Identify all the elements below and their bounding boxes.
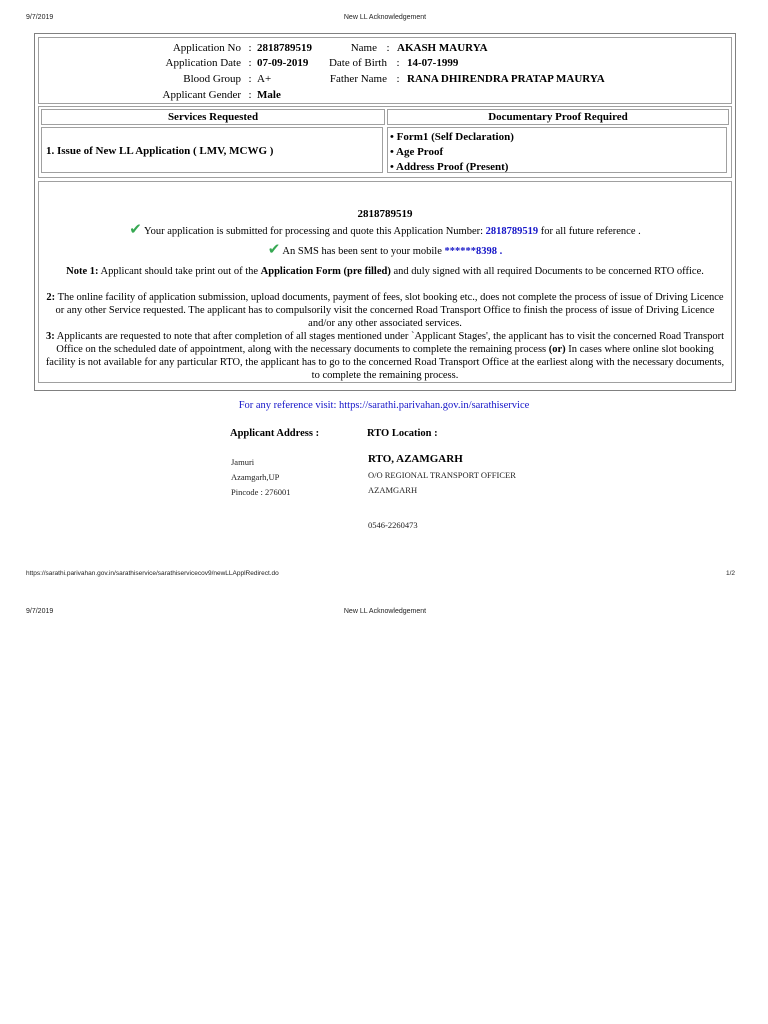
blood-group-label: Blood Group bbox=[183, 73, 241, 85]
gender-value: Male bbox=[257, 89, 281, 101]
checkmark-icon: ✔ bbox=[267, 242, 281, 258]
acknowledgement-frame bbox=[34, 33, 736, 391]
note-2 bbox=[43, 291, 727, 330]
colon: : bbox=[386, 42, 390, 54]
footer-url: https://sarathi.parivahan.gov.in/sarathiservice/sarathiservicecov9/newLLApplRedirect.do bbox=[26, 570, 279, 577]
note-2-label: 2: bbox=[46, 292, 56, 303]
submitted-text-pre: Your application is submitted for processing and quote this Application Number: bbox=[144, 226, 484, 237]
proof-list bbox=[387, 127, 727, 173]
application-date-label: Application Date bbox=[165, 57, 241, 69]
application-no-value: 2818789519 bbox=[257, 42, 312, 54]
colon: : bbox=[396, 73, 400, 85]
submitted-number: 2818789519 bbox=[485, 226, 539, 237]
page2-title: New LL Acknowledgement bbox=[343, 608, 427, 615]
colon: : bbox=[396, 57, 400, 69]
application-no-label: Application No bbox=[172, 42, 241, 54]
page2-date: 9/7/2019 bbox=[26, 608, 54, 615]
gender-label: Applicant Gender bbox=[162, 89, 241, 101]
rto-location-label: RTO Location : bbox=[367, 428, 438, 439]
address-pincode: Pincode : 276001 bbox=[231, 487, 291, 497]
father-name-value: RANA DHIRENDRA PRATAP MAURYA bbox=[407, 73, 605, 85]
rto-line-1: O/O REGIONAL TRANSPORT OFFICER bbox=[368, 470, 516, 480]
proof-item: • Form1 (Self Declaration) bbox=[390, 131, 514, 143]
colon: : bbox=[248, 42, 252, 54]
application-date-value: 07-09-2019 bbox=[257, 57, 309, 69]
services-requested-header: Services Requested bbox=[41, 109, 385, 125]
application-number-heading: 2818789519 bbox=[357, 208, 413, 220]
name-value: AKASH MAURYA bbox=[397, 42, 488, 54]
note-2-text: The online facility of application submission, upload documents, payment of fees, slot booking etc., does not complete the process of issue of Driving Licence or any other Service requested. The applicant has to compulsorily visit the concerned Road Transport Office to finish the process of issue of Driving Licence and/or any other associated services. bbox=[55, 292, 724, 329]
colon: : bbox=[248, 73, 252, 85]
rto-name: RTO, AZAMGARH bbox=[368, 453, 463, 465]
or-text: In cases where online slot booking facility is not available for any particular RTO, the applicant has to go to the concerned Road Transport Office at the earliest along with the necessary documents, to complete the remaining process. bbox=[45, 344, 725, 381]
sms-text: An SMS has been sent to your mobile bbox=[282, 246, 442, 257]
note-1-bold: Application Form (pre filled) bbox=[260, 266, 391, 277]
print-title: New LL Acknowledgement bbox=[343, 14, 427, 21]
applicant-address-label: Applicant Address : bbox=[230, 428, 320, 439]
address-line-2: Azamgarh,UP bbox=[231, 472, 280, 482]
dob-value: 14-07-1999 bbox=[407, 57, 459, 69]
print-date: 9/7/2019 bbox=[26, 14, 54, 21]
proof-item: • Age Proof bbox=[390, 146, 444, 158]
note-1-text-post: and duly signed with all required Documents to be concerned RTO office. bbox=[393, 266, 704, 277]
colon: : bbox=[248, 57, 252, 69]
documentary-proof-header: Documentary Proof Required bbox=[387, 109, 729, 125]
sms-message bbox=[39, 244, 731, 258]
or-label: (or) bbox=[548, 344, 566, 355]
rto-phone: 0546-2260473 bbox=[368, 520, 418, 530]
note-3 bbox=[43, 330, 727, 382]
checkmark-icon: ✔ bbox=[129, 222, 142, 238]
note-1-text-pre: Applicant should take print out of the bbox=[100, 266, 259, 277]
note-1 bbox=[43, 265, 727, 278]
colon: : bbox=[248, 89, 252, 101]
note-1-label: Note 1: bbox=[66, 266, 99, 277]
messages-block bbox=[38, 181, 732, 383]
proof-item: • Address Proof (Present) bbox=[390, 161, 509, 173]
services-table bbox=[38, 106, 732, 178]
address-line-1: Jamuri bbox=[231, 457, 255, 467]
rto-line-2: AZAMGARH bbox=[368, 485, 418, 495]
father-name-label: Father Name bbox=[329, 73, 387, 85]
sms-mobile: ******8398 . bbox=[444, 246, 503, 257]
note-3-text: Applicants are requested to note that after completion of all stages mentioned under `Applicant Stages', the applicant has to visit the concerned Road Transport Office on the scheduled date of appointment, along with the necessary documents to complete the remaining process bbox=[56, 331, 725, 355]
blood-group-value: A+ bbox=[257, 73, 272, 85]
note-3-label: 3: bbox=[45, 331, 55, 342]
dob-label: Date of Birth bbox=[328, 57, 387, 69]
applicant-info bbox=[38, 37, 732, 104]
name-label: Name bbox=[350, 42, 377, 54]
submitted-message bbox=[39, 224, 731, 238]
service-item: 1. Issue of New LL Application ( LMV, MCWG ) bbox=[41, 127, 383, 173]
reference-link[interactable]: For any reference visit: https://sarathi.parivahan.gov.in/sarathiservice bbox=[238, 400, 530, 411]
page-number: 1/2 bbox=[726, 570, 736, 577]
submitted-text-post: for all future reference . bbox=[540, 226, 641, 237]
